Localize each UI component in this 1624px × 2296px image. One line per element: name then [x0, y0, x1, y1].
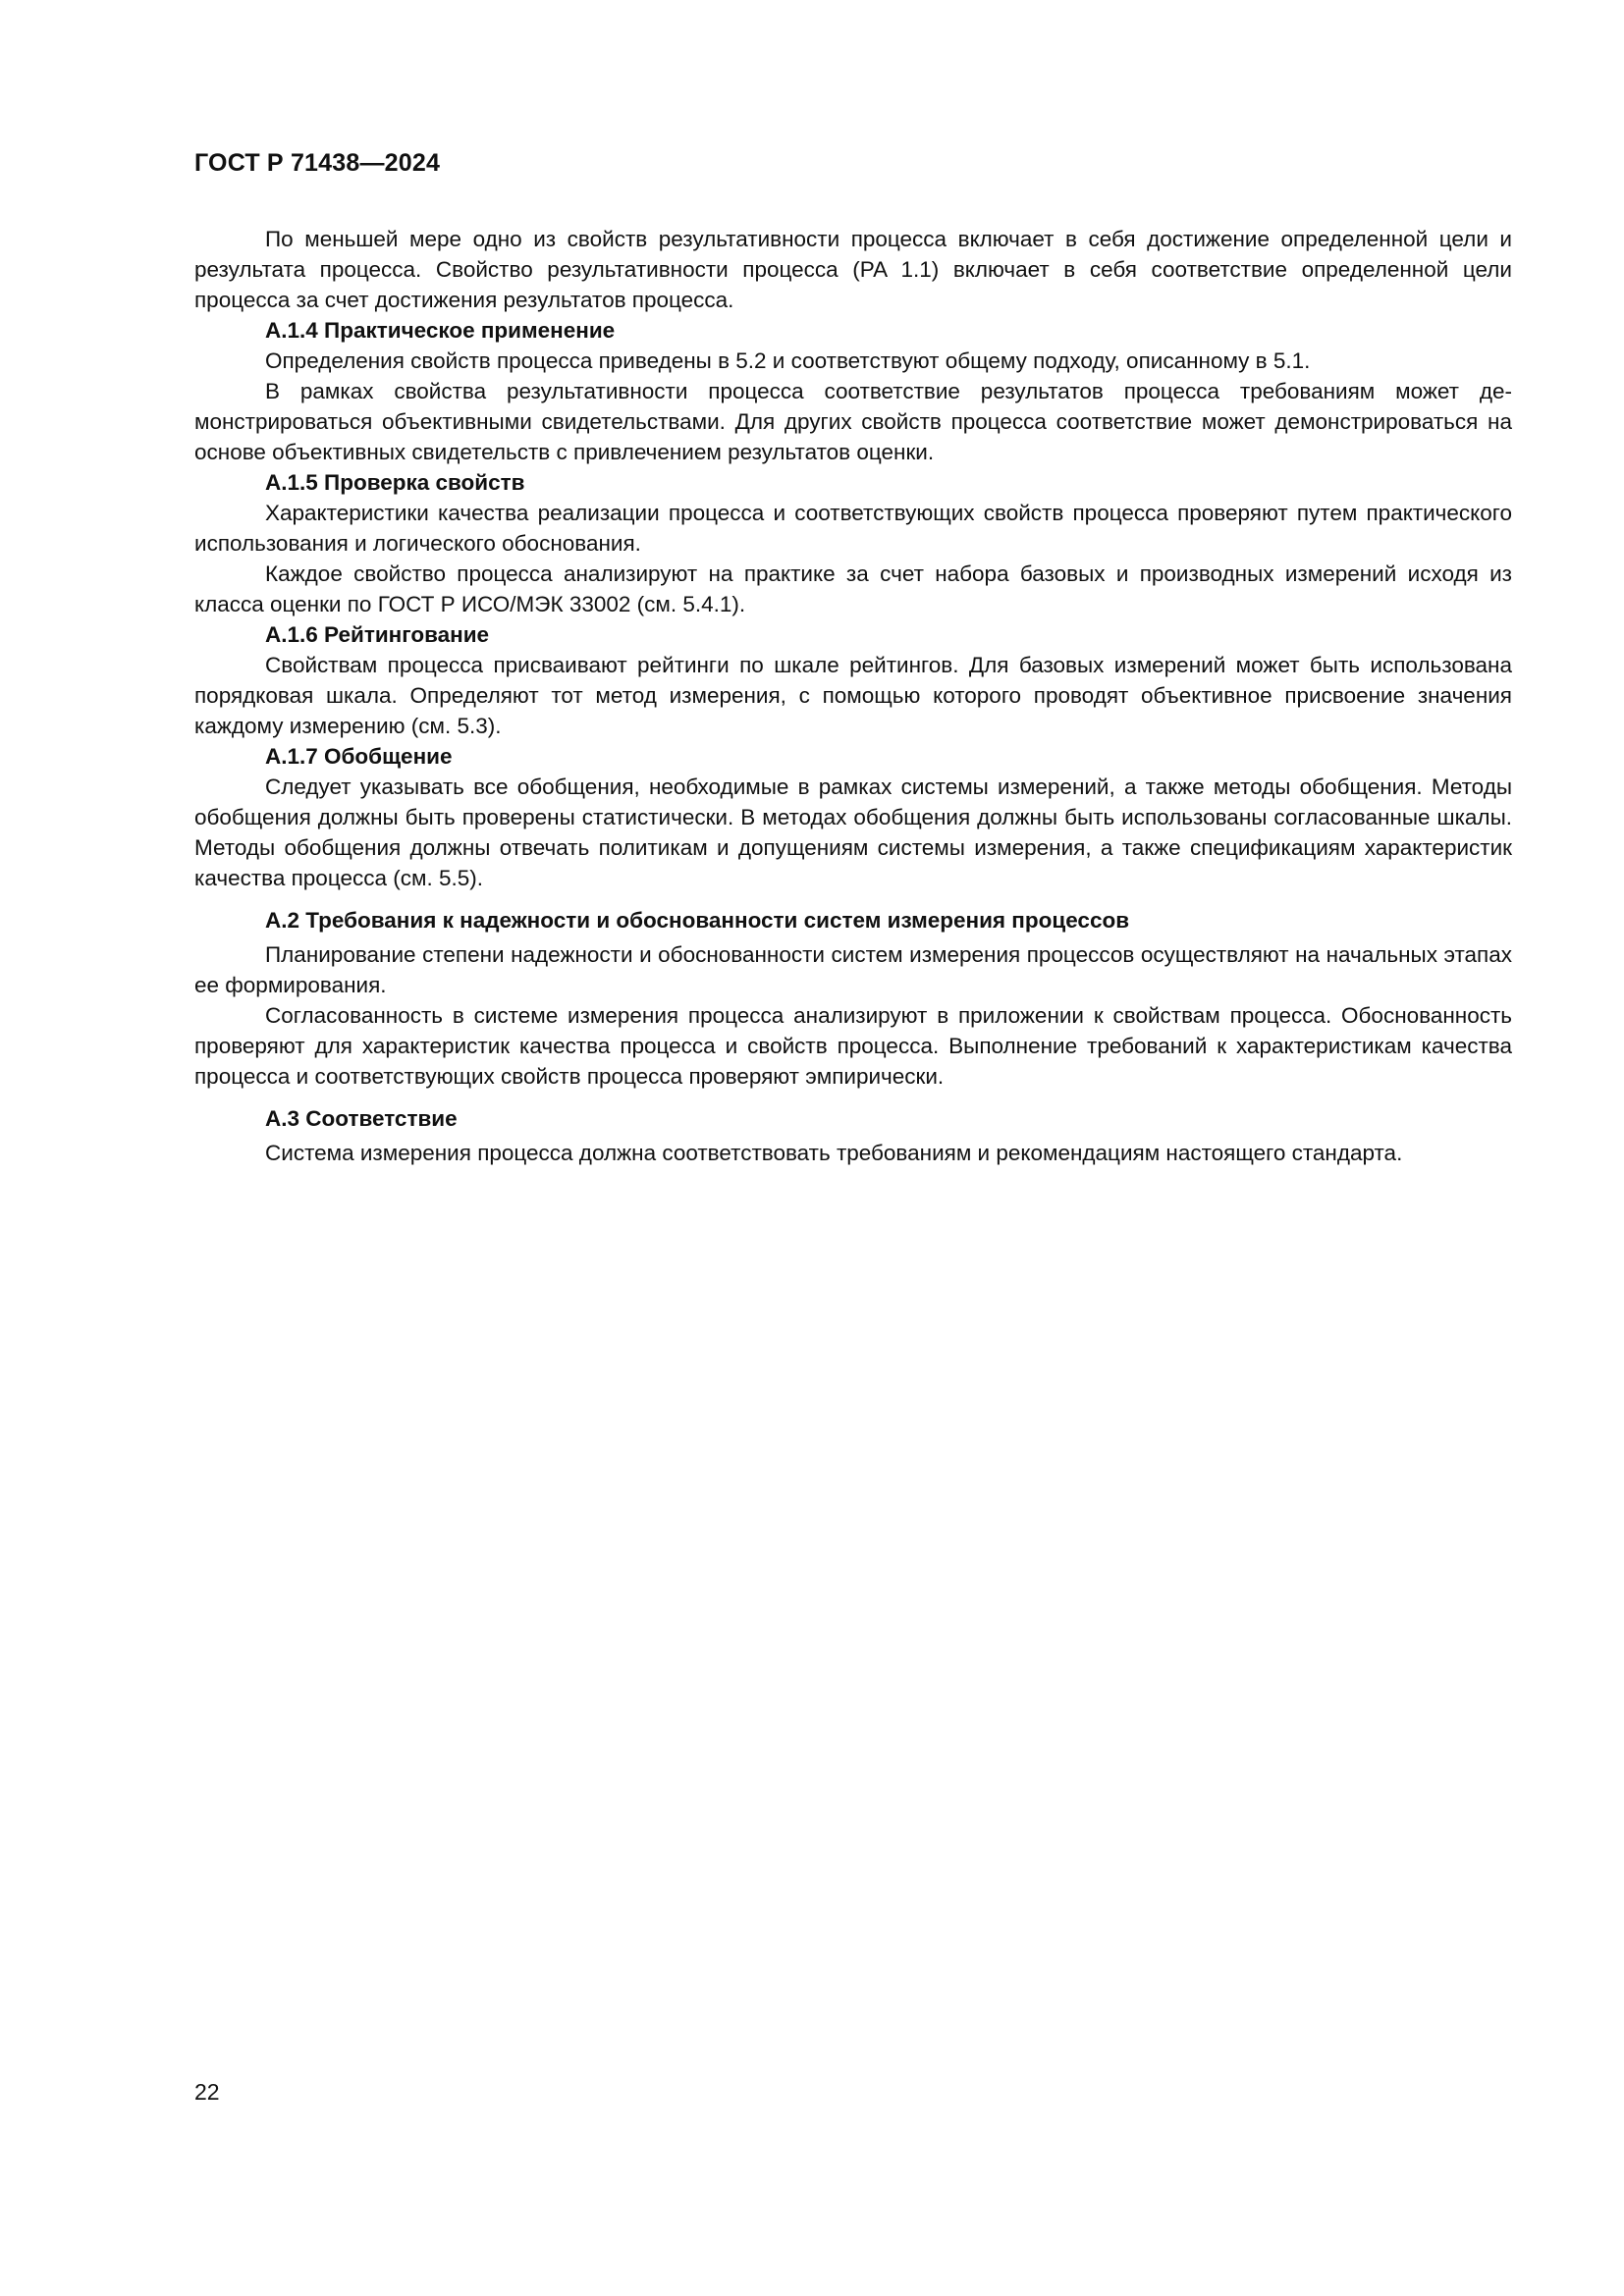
document-header-title: ГОСТ Р 71438—2024	[194, 149, 441, 177]
heading-a-1-5: А.1.5 Проверка свойств	[265, 470, 525, 495]
paragraph-a-2-2: Согласованность в системе измерения процесса анализируют в приложении к свойствам процесса. Обоснованность проверяют для характеристик качества процесса и свойств процесса. Выполнение требований к характеристикам качества процесса и соответствующих свойств процесса проверяют эмпирически.	[194, 1003, 1512, 1089]
paragraph-a-1-4-1: Определения свойств процесса приведены в 5.2 и соответствуют общему подходу, описанному в 5.1.	[265, 348, 1311, 373]
paragraph-intro: По меньшей мере одно из свойств результативности процесса включает в себя достижение определенной цели и результата процесса. Свойство результативности процесса (PA 1.1) включает в себя соответствие определенной цели процесса за счет достижения результатов процесса.	[194, 227, 1512, 312]
paragraph-a-1-4-2: В рамках свойства результативности процесса соответствие результатов процесса требованиям может демонстрироваться объективными свидетельствами. Для других свойств процесса соответствие может демонстрироваться на основе объективных свидетельств с привлечением результатов оценки.	[194, 379, 1512, 464]
document-body	[194, 224, 1512, 1168]
paragraph-a-1-5-2: Каждое свойство процесса анализируют на практике за счет набора базовых и производных измерений исходя из класса оценки по ГОСТ Р ИСО/МЭК 33002 (см. 5.4.1).	[194, 561, 1512, 616]
paragraph-a-2-1: Планирование степени надежности и обоснованности систем измерения процессов осуществляют на начальных этапах ее формирования.	[194, 942, 1512, 997]
paragraph-a-1-7-1: Следует указывать все обобщения, необходимые в рамках системы измерений, а также методы обобщения. Методы обобщения должны быть проверены статистически. В методах обобщения должны быть использованы согласованные шкалы. Методы обобщения должны отвечать политикам и допущениям системы измерения, а также спецификациям характеристик качества процесса (см. 5.5).	[194, 774, 1512, 890]
paragraph-a-1-6-1: Свойствам процесса присваивают рейтинги по шкале рейтингов. Для базовых измерений может быть использована порядковая шкала. Определяют тот метод измерения, с помощью которого проводят объективное присвоение значения каждому измерению (см. 5.3).	[194, 653, 1512, 738]
paragraph-a-3-1: Система измерения процесса должна соответствовать требованиям и рекомендациям настоящего стандарта.	[265, 1141, 1403, 1165]
heading-a-1-6: А.1.6 Рейтингование	[265, 622, 490, 647]
heading-a-1-4: А.1.4 Практическое применение	[265, 318, 616, 343]
heading-a-2: А.2 Требования к надежности и обоснованности систем измерения процессов	[265, 908, 1130, 933]
paragraph-a-1-5-1: Характеристики качества реализации процесса и соответствующих свойств процесса проверяют путем практического использования и логического обоснования.	[194, 501, 1512, 556]
heading-a-3: А.3 Соответствие	[265, 1106, 458, 1131]
page-number: 22	[194, 2079, 220, 2105]
heading-a-1-7: А.1.7 Обобщение	[265, 744, 453, 769]
